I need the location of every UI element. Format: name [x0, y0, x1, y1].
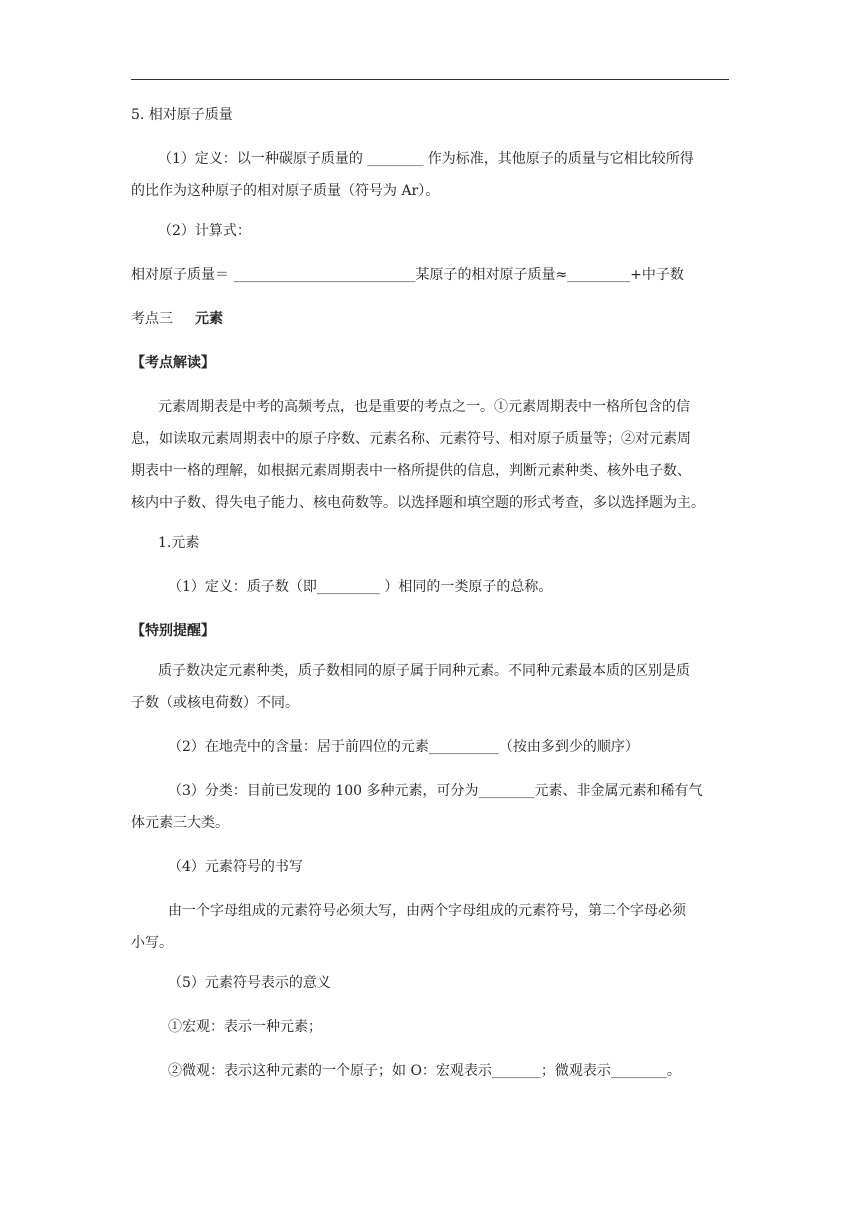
section-heading-relative-atomic-mass: 5. 相对原子质量 [131, 107, 233, 123]
header-rule [131, 79, 729, 80]
formula-line: 相对原子质量＝ __________________________某原子的相对原子质量≈_________+中子数 [131, 267, 684, 283]
definition-line-1 [158, 149, 729, 169]
special-reminder-heading: 【特别提醒】 [131, 623, 215, 639]
symbol-writing-line-1: 由一个字母组成的元素符号必须大写，由两个字母组成的元素符号，第二个字母必须 [168, 903, 686, 919]
classification-line-2: 体元素三大类。 [131, 815, 229, 831]
reading-paragraph-line-4: 核内中子数、得失电子能力、核电荷数等。以选择题和填空题的形式考查，多以选择题为主。 [131, 495, 705, 511]
formula-heading: （2）计算式： [158, 223, 251, 239]
exam-point-topic: 元素 [195, 311, 223, 327]
reading-paragraph-line-2: 息，如读取元素周期表中的原子序数、元素名称、元素符号、相对原子质量等；②对元素周 [131, 431, 691, 447]
definition-text-1: （1）定义：以一种碳原子质量的 ________ 作为标准，其他原子的质量与它相比较所得 [158, 151, 694, 167]
element-heading: 1.元素 [158, 535, 200, 551]
definition-line-2: 的比作为这种原子的相对原子质量（符号为 Ar）。 [131, 183, 440, 199]
symbol-writing-heading: （4）元素符号的书写 [168, 859, 303, 875]
exam-point-reading-heading: 【考点解读】 [131, 355, 215, 371]
reading-paragraph-line-1: 元素周期表是中考的高频考点，也是重要的考点之一。①元素周期表中一格所包含的信 [158, 399, 690, 415]
micro-meaning-line: ②微观：表示这种元素的一个原子；如 O：宏观表示_______；微观表示________。 [168, 1063, 681, 1079]
reminder-line-2: 子数（或核电荷数）不同。 [131, 695, 299, 711]
crust-content-line: （2）在地壳中的含量：居于前四位的元素__________（按由多到少的顺序） [168, 739, 639, 755]
symbol-writing-line-2: 小写。 [131, 935, 173, 951]
reminder-line-1: 质子数决定元素种类，质子数相同的原子属于同种元素。不同种元素最本质的区别是质 [158, 663, 690, 679]
reading-paragraph-line-3: 期表中一格的理解，如根据元素周期表中一格所提供的信息，判断元素种类、核外电子数、 [131, 463, 691, 479]
macro-meaning-line: ①宏观：表示一种元素； [168, 1019, 322, 1035]
symbol-meaning-heading: （5）元素符号表示的意义 [168, 975, 331, 991]
classification-line-1: （3）分类：目前已发现的 100 多种元素，可分为________元素、非金属元素和稀有气 [168, 783, 703, 799]
exam-point-title [131, 309, 729, 329]
exam-point-number: 考点三 [131, 311, 173, 327]
element-definition: （1）定义：质子数（即_________ ）相同的一类原子的总称。 [168, 579, 553, 595]
